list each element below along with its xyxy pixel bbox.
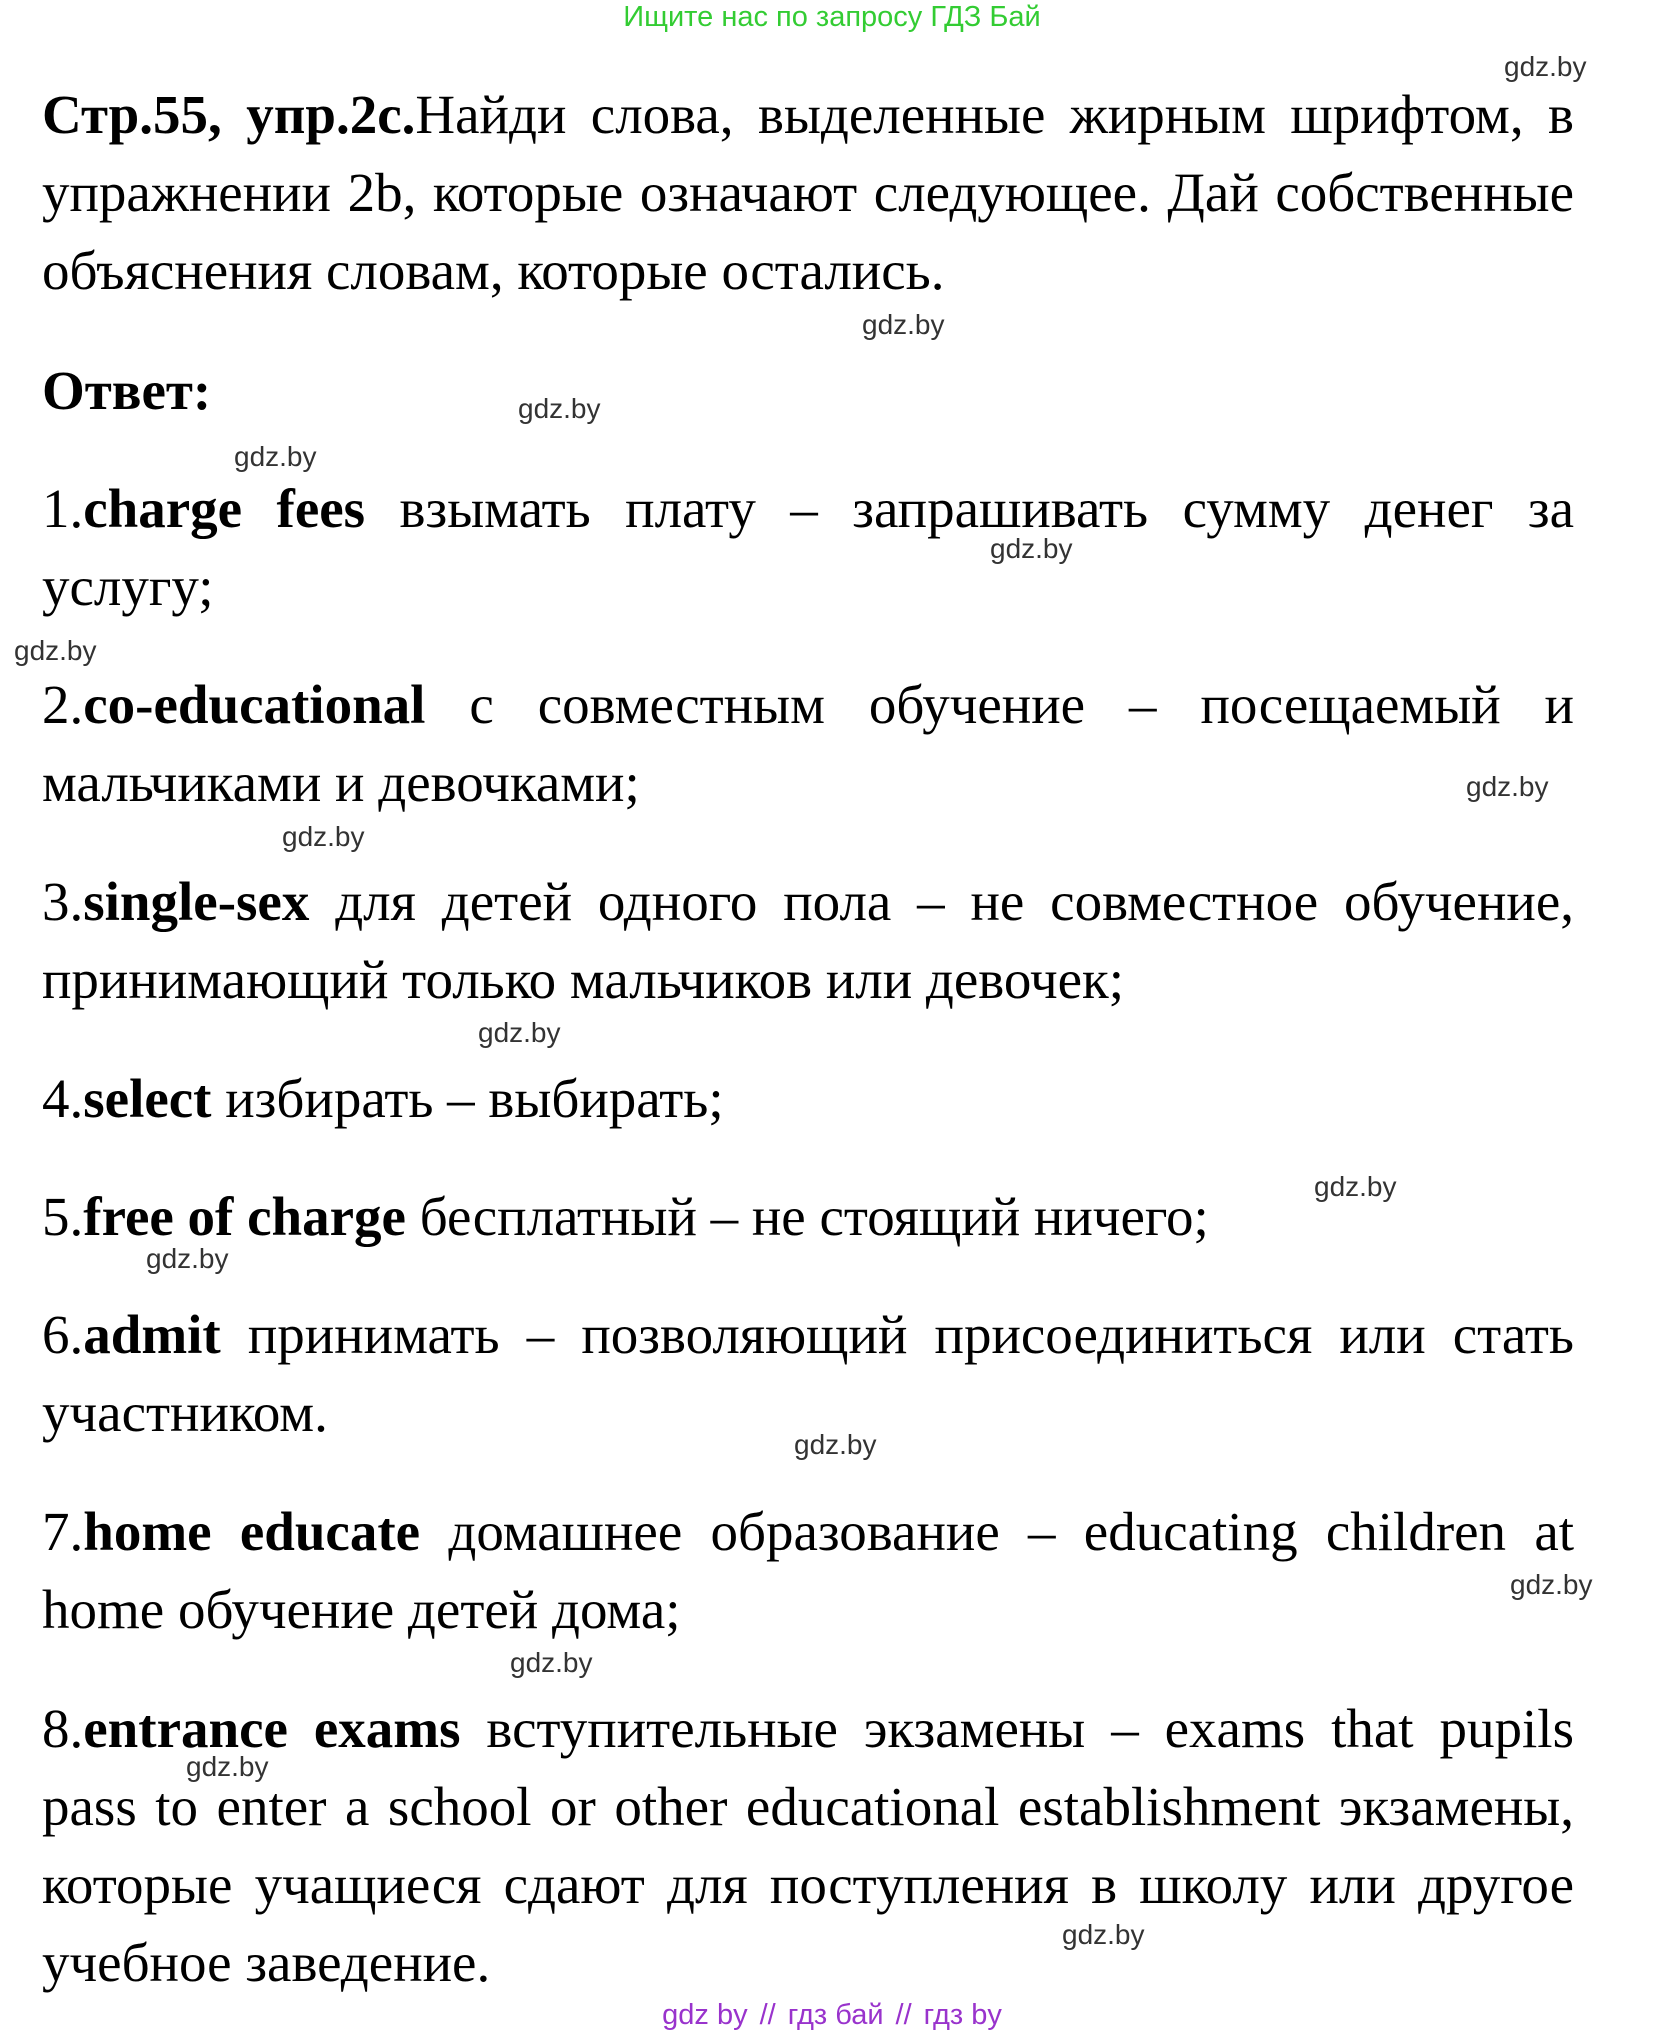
watermark: gdz.by [1062,1919,1145,1950]
item-term: charge fees [83,478,366,539]
answer-heading: Ответ: [42,360,212,421]
answer-item-2 [42,666,1574,822]
watermark: gdz.by [146,1243,229,1274]
top-banner-link[interactable]: Ищите нас по запросу ГДЗ Бай [623,1,1041,33]
item-term: single-sex [83,871,310,932]
watermark: gdz.by [1314,1171,1397,1202]
item-term: co-educational [83,674,426,735]
watermark: gdz.by [282,821,365,852]
item-text: с совместным обучение – посещаемый и мальчиками и девочками; [42,674,1574,813]
item-text: принимать – позволяющий присоединиться или стать участником. [42,1304,1574,1443]
item-text: избирать – выбирать; [211,1068,724,1129]
watermark: gdz.by [990,533,1073,564]
watermark: gdz.by [1504,51,1587,82]
item-number: 5. [42,1186,84,1247]
watermark: gdz.by [794,1429,877,1460]
task-ref: Стр.55, упр.2с. [42,84,416,145]
separator: // [895,1999,912,2031]
watermark: gdz.by [478,1017,561,1048]
answer-item-1 [42,470,1574,626]
item-text: домашнее образование – educating children at home обучение детей дома; [42,1501,1575,1640]
watermark: gdz.by [862,309,945,340]
bottom-banner [0,1998,1664,2032]
item-text: вступительные экзамены – exams that pupils pass to enter a school or other educational establishment экзамены, которые учащиеся сдают для поступления в школу или другое учебное заведение. [42,1698,1574,1993]
item-number: 1. [42,478,84,539]
item-term: home educate [83,1501,421,1562]
item-term: free of charge [83,1186,406,1247]
bottom-link-gdz-bai[interactable]: гдз бай [787,1999,884,2031]
watermark: gdz.by [234,441,317,472]
bottom-link-gdz-by[interactable]: gdz by [662,1999,748,2031]
watermark: gdz.by [1510,1569,1593,1600]
task-paragraph [42,76,1574,310]
answer-item-3 [42,863,1574,1019]
answer-item-5 [42,1178,1574,1256]
item-number: 4. [42,1068,84,1129]
answer-item-6 [42,1296,1574,1452]
answer-item-8 [42,1690,1574,2002]
item-number: 7. [42,1501,84,1562]
item-term: admit [83,1304,221,1365]
item-number: 3. [42,871,84,932]
watermark: gdz.by [518,393,601,424]
item-number: 6. [42,1304,84,1365]
bottom-link-gdz-by-ru[interactable]: гдз by [923,1999,1002,2031]
task-text: Найди слова, выделенные жирным шрифтом, в упражнении 2b, которые означают следующее. Дай собственные объяснения словам, которые остались. [42,84,1574,301]
answer-item-7 [42,1493,1574,1649]
watermark: gdz.by [186,1751,269,1782]
item-number: 8. [42,1698,84,1759]
watermark: gdz.by [14,635,97,666]
item-text: бесплатный – не стоящий ничего; [405,1186,1209,1247]
watermark: gdz.by [510,1647,593,1678]
item-text: взымать плату – запрашивать сумму денег за услугу; [42,478,1574,617]
item-number: 2. [42,674,84,735]
separator: // [759,1999,776,2031]
answer-item-4 [42,1060,1574,1138]
item-term: select [83,1068,212,1129]
item-term: entrance exams [83,1698,461,1759]
item-text: для детей одного пола – не совместное обучение, принимающий только мальчиков или девочек; [42,871,1574,1010]
watermark: gdz.by [1466,771,1549,802]
